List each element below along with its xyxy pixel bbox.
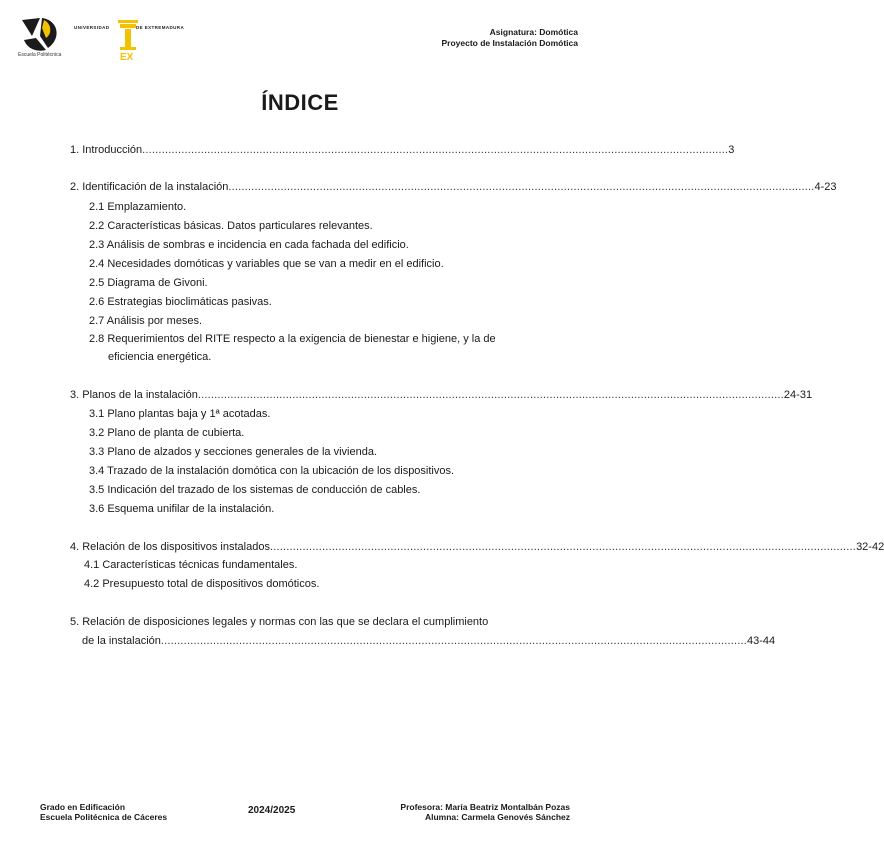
- page-title: ÍNDICE: [261, 90, 339, 115]
- toc-page-number: 4-23: [814, 181, 837, 193]
- subject-label: Asignatura: Domótica: [489, 27, 578, 37]
- toc-leader-dots: ....................................................................................................................................................................................: [142, 144, 729, 156]
- toc-entry-5-line2: [82, 634, 776, 648]
- toc-entry-label: 1. Introducción: [70, 144, 143, 156]
- svg-text:EX: EX: [120, 52, 134, 63]
- toc-page-number: 3: [728, 144, 735, 156]
- school-label: Escuela Politécnica de Cáceres: [40, 812, 168, 822]
- toc-entry-label: 2. Identificación de la instalación: [70, 181, 229, 193]
- toc-subentry: 2.1 Emplazamiento.: [89, 201, 187, 213]
- toc-entry-3: [70, 388, 813, 402]
- epcc-logo-text: Escuela Politécnica: [18, 52, 62, 58]
- university-name-left: UNIVERSIDAD: [74, 25, 110, 30]
- toc-subentry: 2.4 Necesidades domóticas y variables que se van a medir en el edificio.: [89, 258, 444, 270]
- toc-entry-label: 3. Planos de la instalación: [70, 389, 198, 401]
- toc-subentry: 3.4 Trazado de la instalación domótica con la ubicación de los dispositivos.: [89, 465, 455, 477]
- toc-page-number: 24-31: [783, 389, 813, 401]
- toc-subentry: 3.1 Plano plantas baja y 1ª acotadas.: [89, 408, 271, 420]
- footer-left: [40, 802, 167, 822]
- toc-subentry: 2.8 Requerimientos del RITE respecto a la exigencia de bienestar e higiene, y la de: [89, 333, 496, 345]
- toc-entry-label: de la instalación: [82, 635, 161, 647]
- toc-subentry: 3.3 Plano de alzados y secciones generales de la vivienda.: [89, 446, 378, 458]
- toc-leader-dots: ....................................................................................................................................................................................: [197, 389, 784, 401]
- toc-entry-4: [70, 540, 884, 554]
- toc-subentry-continuation: eficiencia energética.: [108, 351, 212, 363]
- toc-subentry: 2.3 Análisis de sombras e incidencia en cada fachada del edificio.: [89, 239, 409, 251]
- teacher-label: Profesora: María Beatriz Montalbán Pozas: [400, 802, 570, 812]
- toc-subentry: 2.2 Características básicas. Datos particulares relevantes.: [89, 220, 373, 232]
- toc-leader-dots: ....................................................................................................................................................................................: [269, 541, 857, 553]
- toc-subentry: 2.6 Estrategias bioclimáticas pasivas.: [89, 296, 272, 308]
- academic-year: 2024/2025: [248, 805, 296, 816]
- toc-subentry: 2.5 Diagrama de Givoni.: [89, 277, 208, 289]
- toc-subentry: 3.6 Esquema unifilar de la instalación.: [89, 503, 275, 515]
- project-label: Proyecto de Instalación Domótica: [441, 38, 578, 48]
- toc-page-number: 43-44: [747, 635, 776, 647]
- toc-subentry: 3.2 Plano de planta de cubierta.: [89, 427, 245, 439]
- toc-leader-dots: ....................................................................................................................................................................................: [228, 181, 815, 193]
- toc-entry-1: [70, 143, 735, 157]
- toc-entry-label: 4. Relación de los dispositivos instalados: [70, 541, 270, 553]
- toc-subentry: 3.5 Indicación del trazado de los sistemas de conducción de cables.: [89, 484, 421, 496]
- header-info: [441, 27, 578, 49]
- footer-right: [400, 802, 570, 822]
- toc-subentry: 4.1 Características técnicas fundamentales.: [84, 559, 298, 571]
- student-label: Alumna: Carmela Genovés Sánchez: [424, 812, 570, 822]
- toc-entry-2: [70, 180, 837, 194]
- university-name-right: DE EXTREMADURA: [136, 25, 185, 30]
- toc-leader-dots: ....................................................................................................................................................................................: [160, 635, 747, 647]
- toc-entry-5-line1: 5. Relación de disposiciones legales y normas con las que se declara el cumplimiento: [70, 616, 489, 628]
- toc-subentry: 4.2 Presupuesto total de dispositivos domóticos.: [84, 578, 320, 590]
- toc-subentry: 2.7 Análisis por meses.: [89, 315, 203, 327]
- toc-page-number: 32-42: [856, 541, 884, 553]
- degree-label: Grado en Edificación: [40, 802, 126, 812]
